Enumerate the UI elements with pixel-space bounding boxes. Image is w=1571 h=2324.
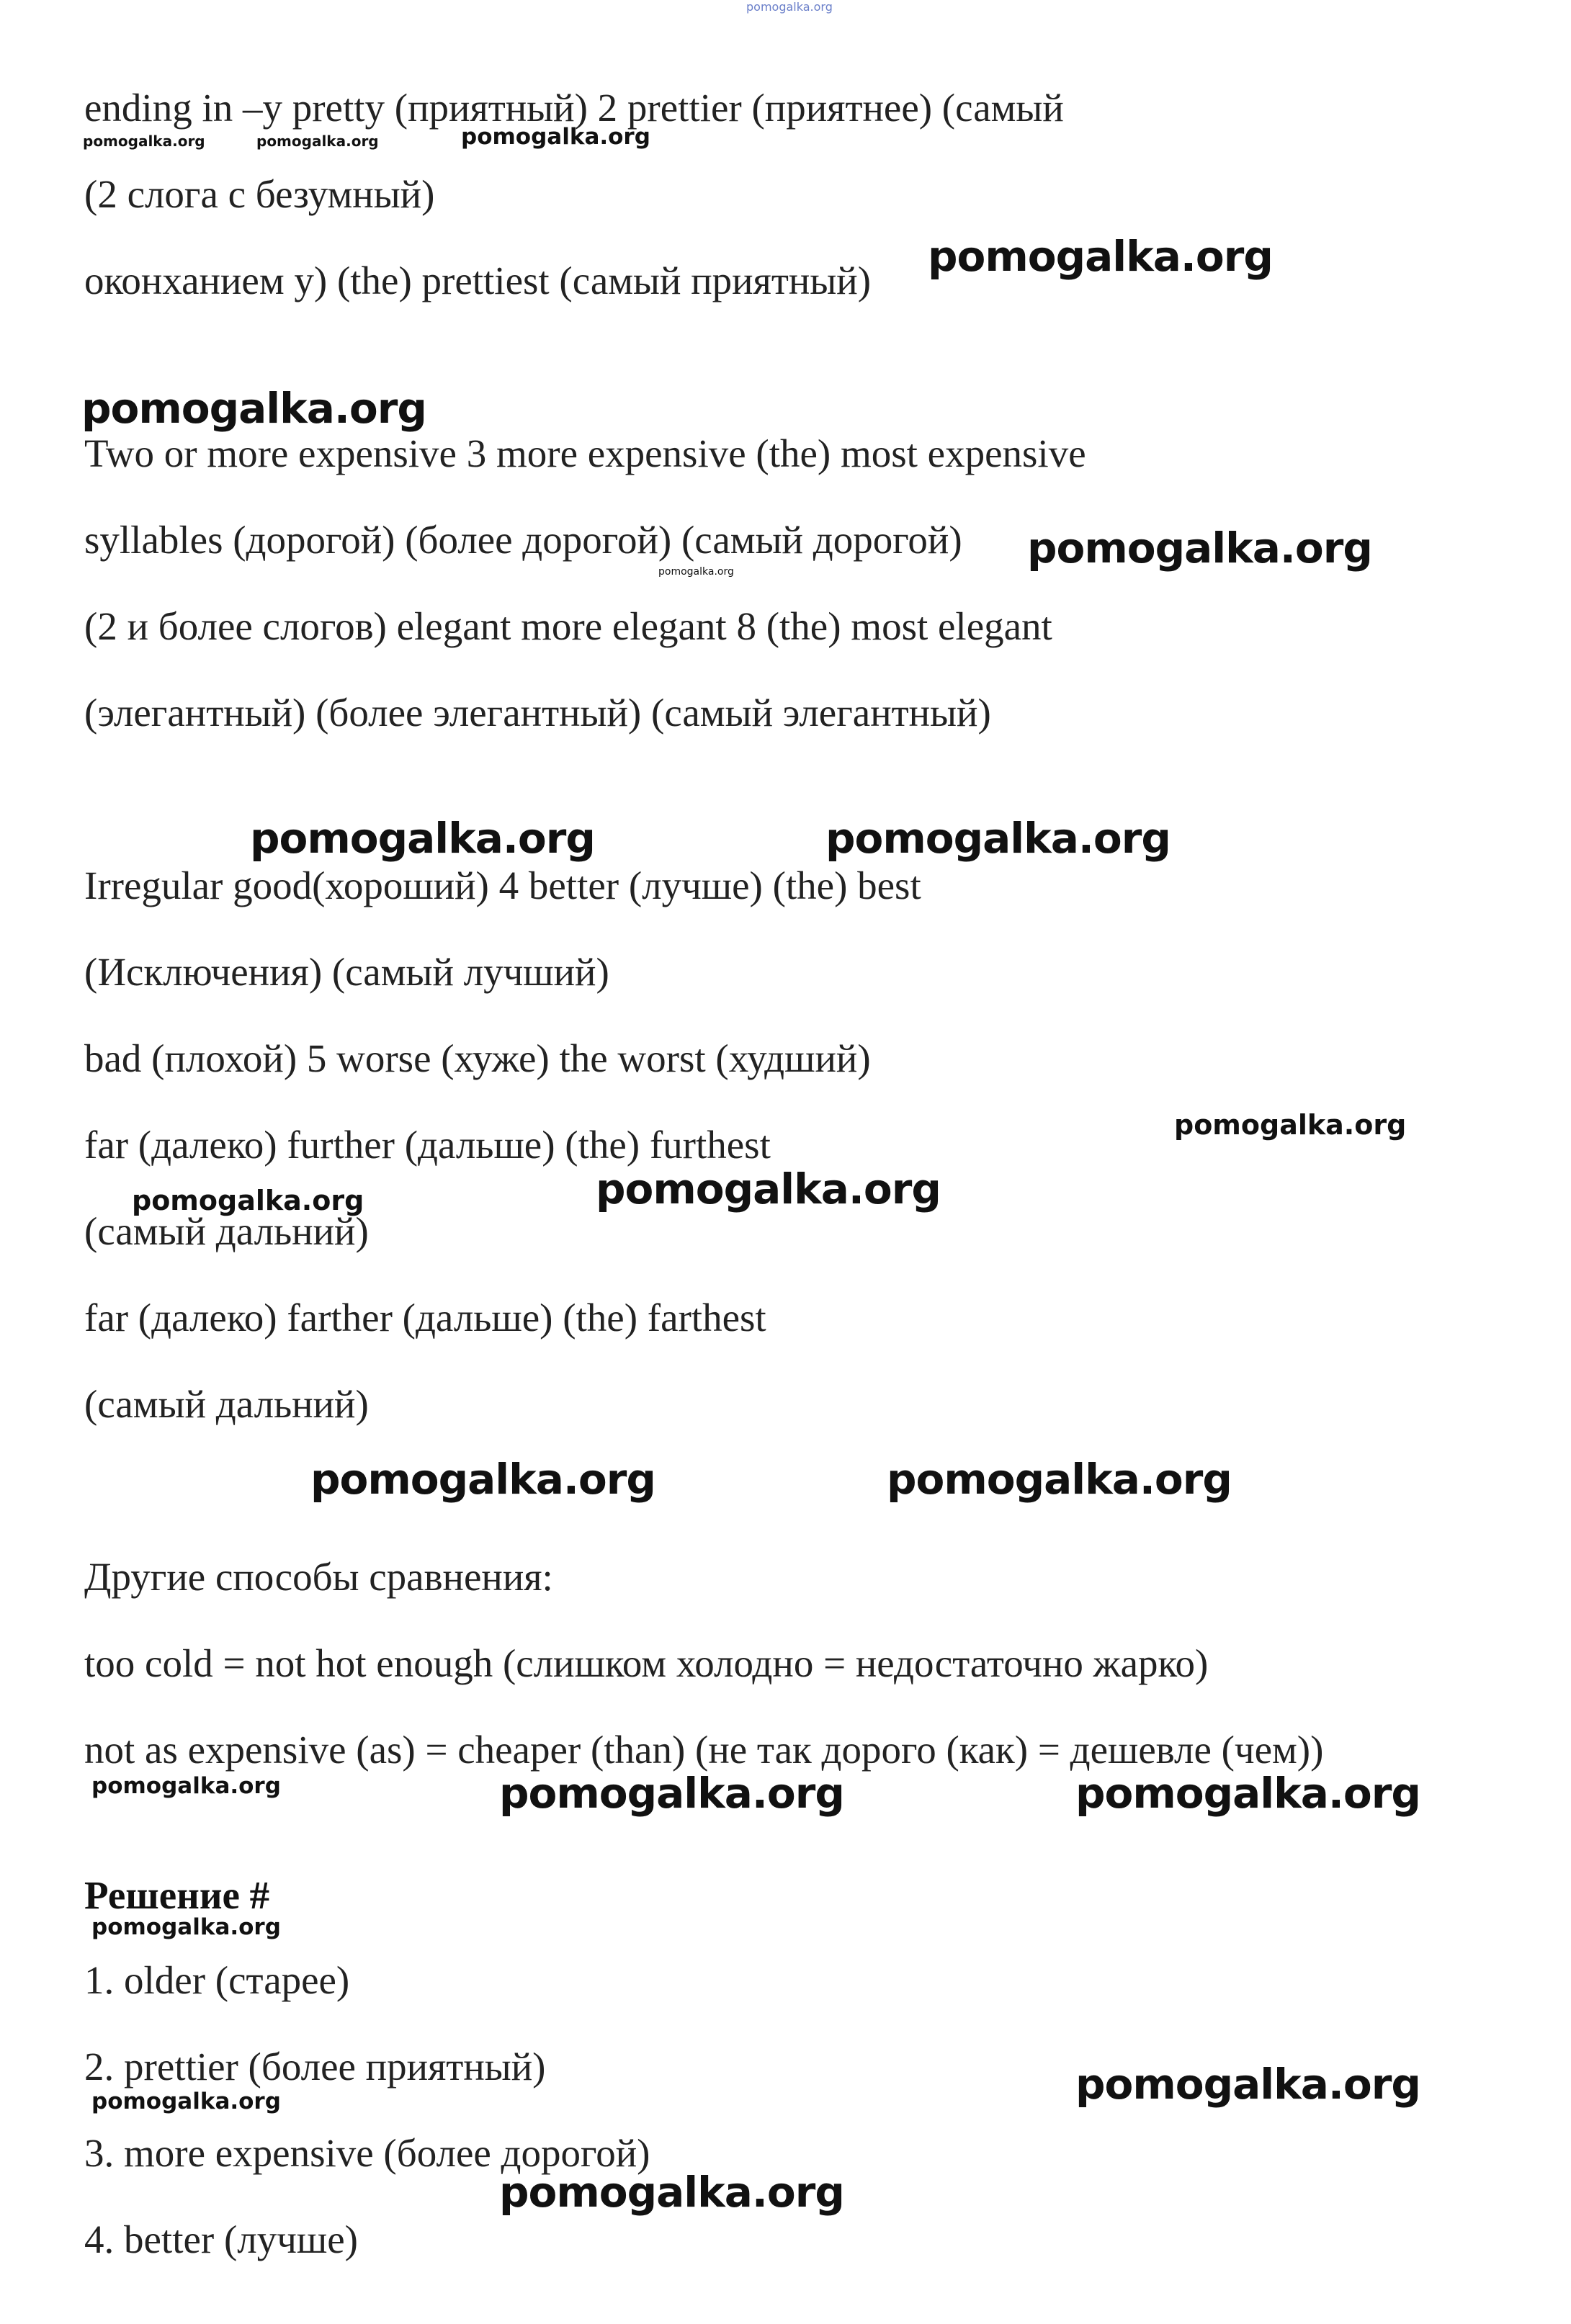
text-line: Irregular good(хороший) 4 better (лучше) (the) best bbox=[84, 863, 921, 907]
watermark: pomogalka.org bbox=[1027, 524, 1372, 573]
text-line: syllables (дорогой) (более дорогой) (самый дорогой) bbox=[84, 518, 962, 562]
watermark: pomogalka.org bbox=[83, 133, 205, 150]
text-line: far (далеко) farther (дальше) (the) farthest bbox=[84, 1296, 766, 1340]
watermark: pomogalka.org bbox=[887, 1455, 1232, 1504]
text-line: not as expensive (as) = cheaper (than) (не так дорого (как) = дешевле (чем)) bbox=[84, 1728, 1324, 1772]
answer-item: 2. prettier (более приятный) bbox=[84, 2045, 546, 2089]
watermark: pomogalka.org bbox=[132, 1185, 364, 1216]
text-line: too cold = not hot enough (слишком холодно = недостаточно жарко) bbox=[84, 1641, 1209, 1685]
answer-item: 3. more expensive (более дорогой) bbox=[84, 2131, 650, 2175]
solution-heading: Решение # bbox=[84, 1873, 270, 1917]
text-line: Two or more expensive 3 more expensive (the) most expensive bbox=[84, 431, 1086, 475]
watermark: pomogalka.org bbox=[1075, 2060, 1420, 2109]
text-line: Другие способы сравнения: bbox=[84, 1555, 553, 1599]
answer-item: 4. better (лучше) bbox=[84, 2217, 358, 2261]
text-line: (самый дальний) bbox=[84, 1382, 369, 1426]
watermark: pomogalka.org bbox=[499, 1769, 844, 1818]
text-line: (2 и более слогов) elegant more elegant 8 (the) most elegant bbox=[84, 604, 1052, 648]
watermark: pomogalka.org bbox=[310, 1455, 655, 1504]
watermark: pomogalka.org bbox=[250, 814, 595, 863]
watermark: pomogalka.org bbox=[499, 2168, 844, 2217]
text-line: (элегантный) (более элегантный) (самый элегантный) bbox=[84, 691, 991, 735]
watermark: pomogalka.org bbox=[91, 1773, 281, 1799]
watermark-top: pomogalka.org bbox=[746, 0, 833, 14]
watermark: pomogalka.org bbox=[81, 384, 426, 433]
text-line: (Исключения) (самый лучший) bbox=[84, 950, 609, 994]
text-line: оконханием y) (the) prettiest (самый приятный) bbox=[84, 259, 872, 302]
text-line: bad (плохой) 5 worse (хуже) the worst (худший) bbox=[84, 1036, 871, 1080]
watermark: pomogalka.org bbox=[461, 124, 650, 150]
watermark: pomogalka.org bbox=[658, 566, 734, 578]
watermark: pomogalka.org bbox=[596, 1165, 941, 1213]
watermark: pomogalka.org bbox=[928, 232, 1273, 281]
text-line: (2 слога с безумный) bbox=[84, 172, 435, 216]
text-line: ending in –y pretty (приятный) 2 prettier (приятнее) (самый bbox=[84, 86, 1064, 130]
watermark: pomogalka.org bbox=[825, 814, 1171, 863]
watermark: pomogalka.org bbox=[1174, 1109, 1407, 1141]
watermark: pomogalka.org bbox=[1075, 1769, 1420, 1818]
watermark: pomogalka.org bbox=[91, 2089, 281, 2114]
watermark: pomogalka.org bbox=[256, 133, 379, 150]
answer-item: 1. older (старее) bbox=[84, 1958, 350, 2002]
text-line: (самый дальний) bbox=[84, 1209, 369, 1253]
text-line: far (далеко) further (дальше) (the) furthest bbox=[84, 1123, 771, 1167]
watermark: pomogalka.org bbox=[91, 1914, 281, 1940]
